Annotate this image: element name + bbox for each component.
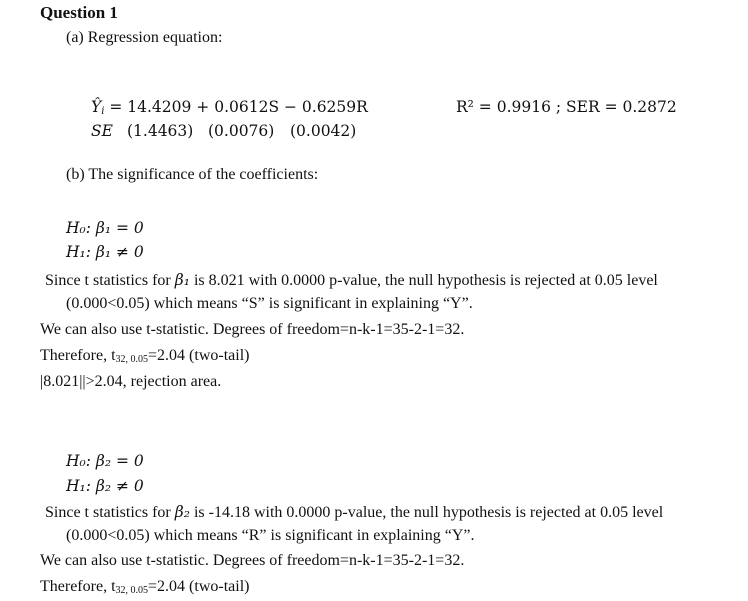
test1-line1 xyxy=(45,270,658,291)
se-value-r: (0.0042) xyxy=(290,122,357,140)
r-squared-ser: R² = 0.9916 ; SER = 0.2872 xyxy=(456,98,677,116)
se-value-intercept: (1.4463) xyxy=(127,122,194,140)
test2-line2: (0.000<0.05) which means “R” is significant in explaining “Y”. xyxy=(66,527,475,544)
y-hat-subscript: i xyxy=(101,106,105,117)
test1-beta: β₁ xyxy=(174,271,190,289)
test1-line2: (0.000<0.05) which means “S” is significant in explaining “Y”. xyxy=(66,295,473,312)
test1-line4-sub: 32, 0.05 xyxy=(115,354,149,365)
test1-line4-pre: Therefore, t xyxy=(40,347,116,364)
standard-errors xyxy=(91,121,391,141)
test2-h1: H₁: β₂ ≠ 0 xyxy=(66,477,144,495)
test2-line3: We can also use t-statistic. Degrees of freedom=n-k-1=35-2-1=32. xyxy=(40,552,465,569)
test1-line3: We can also use t-statistic. Degrees of freedom=n-k-1=35-2-1=32. xyxy=(40,321,465,338)
test1-line1-post: is 8.021 with 0.0000 p-value, the null hypothesis is rejected at 0.05 level xyxy=(189,272,658,289)
test2-h0: H₀: β₂ = 0 xyxy=(66,452,144,470)
test2-beta: β₂ xyxy=(174,503,190,521)
test2-line4-pre: Therefore, t xyxy=(40,578,116,595)
test1-h0: H₀: β₁ = 0 xyxy=(66,219,144,237)
regression-equation xyxy=(91,97,368,122)
test2-line4-sub: 32, 0.05 xyxy=(115,585,149,596)
part-a-label: (a) Regression equation: xyxy=(66,29,223,46)
equation-rhs: = 14.4209 + 0.0612S − 0.6259R xyxy=(104,98,368,116)
se-label: SE xyxy=(91,122,113,140)
part-b-label: (b) The significance of the coefficients: xyxy=(66,166,319,183)
test1-h1: H₁: β₁ ≠ 0 xyxy=(66,243,144,261)
question-title: Question 1 xyxy=(40,3,118,22)
se-value-s: (0.0076) xyxy=(208,122,275,140)
test1-line4-post: =2.04 (two-tail) xyxy=(148,347,250,364)
test2-line4-post: =2.04 (two-tail) xyxy=(148,578,250,595)
test1-line4 xyxy=(40,346,249,370)
test2-line1-pre: Since t statistics for xyxy=(45,504,175,521)
test1-line5: |8.021||>2.04, rejection area. xyxy=(40,373,222,390)
y-hat: Ŷ xyxy=(91,98,102,116)
test2-line1-post: is -14.18 with 0.0000 p-value, the null hypothesis is rejected at 0.05 level xyxy=(189,504,664,521)
test2-line4 xyxy=(40,577,249,601)
test1-line1-pre: Since t statistics for xyxy=(45,272,175,289)
test2-line1 xyxy=(45,502,663,523)
